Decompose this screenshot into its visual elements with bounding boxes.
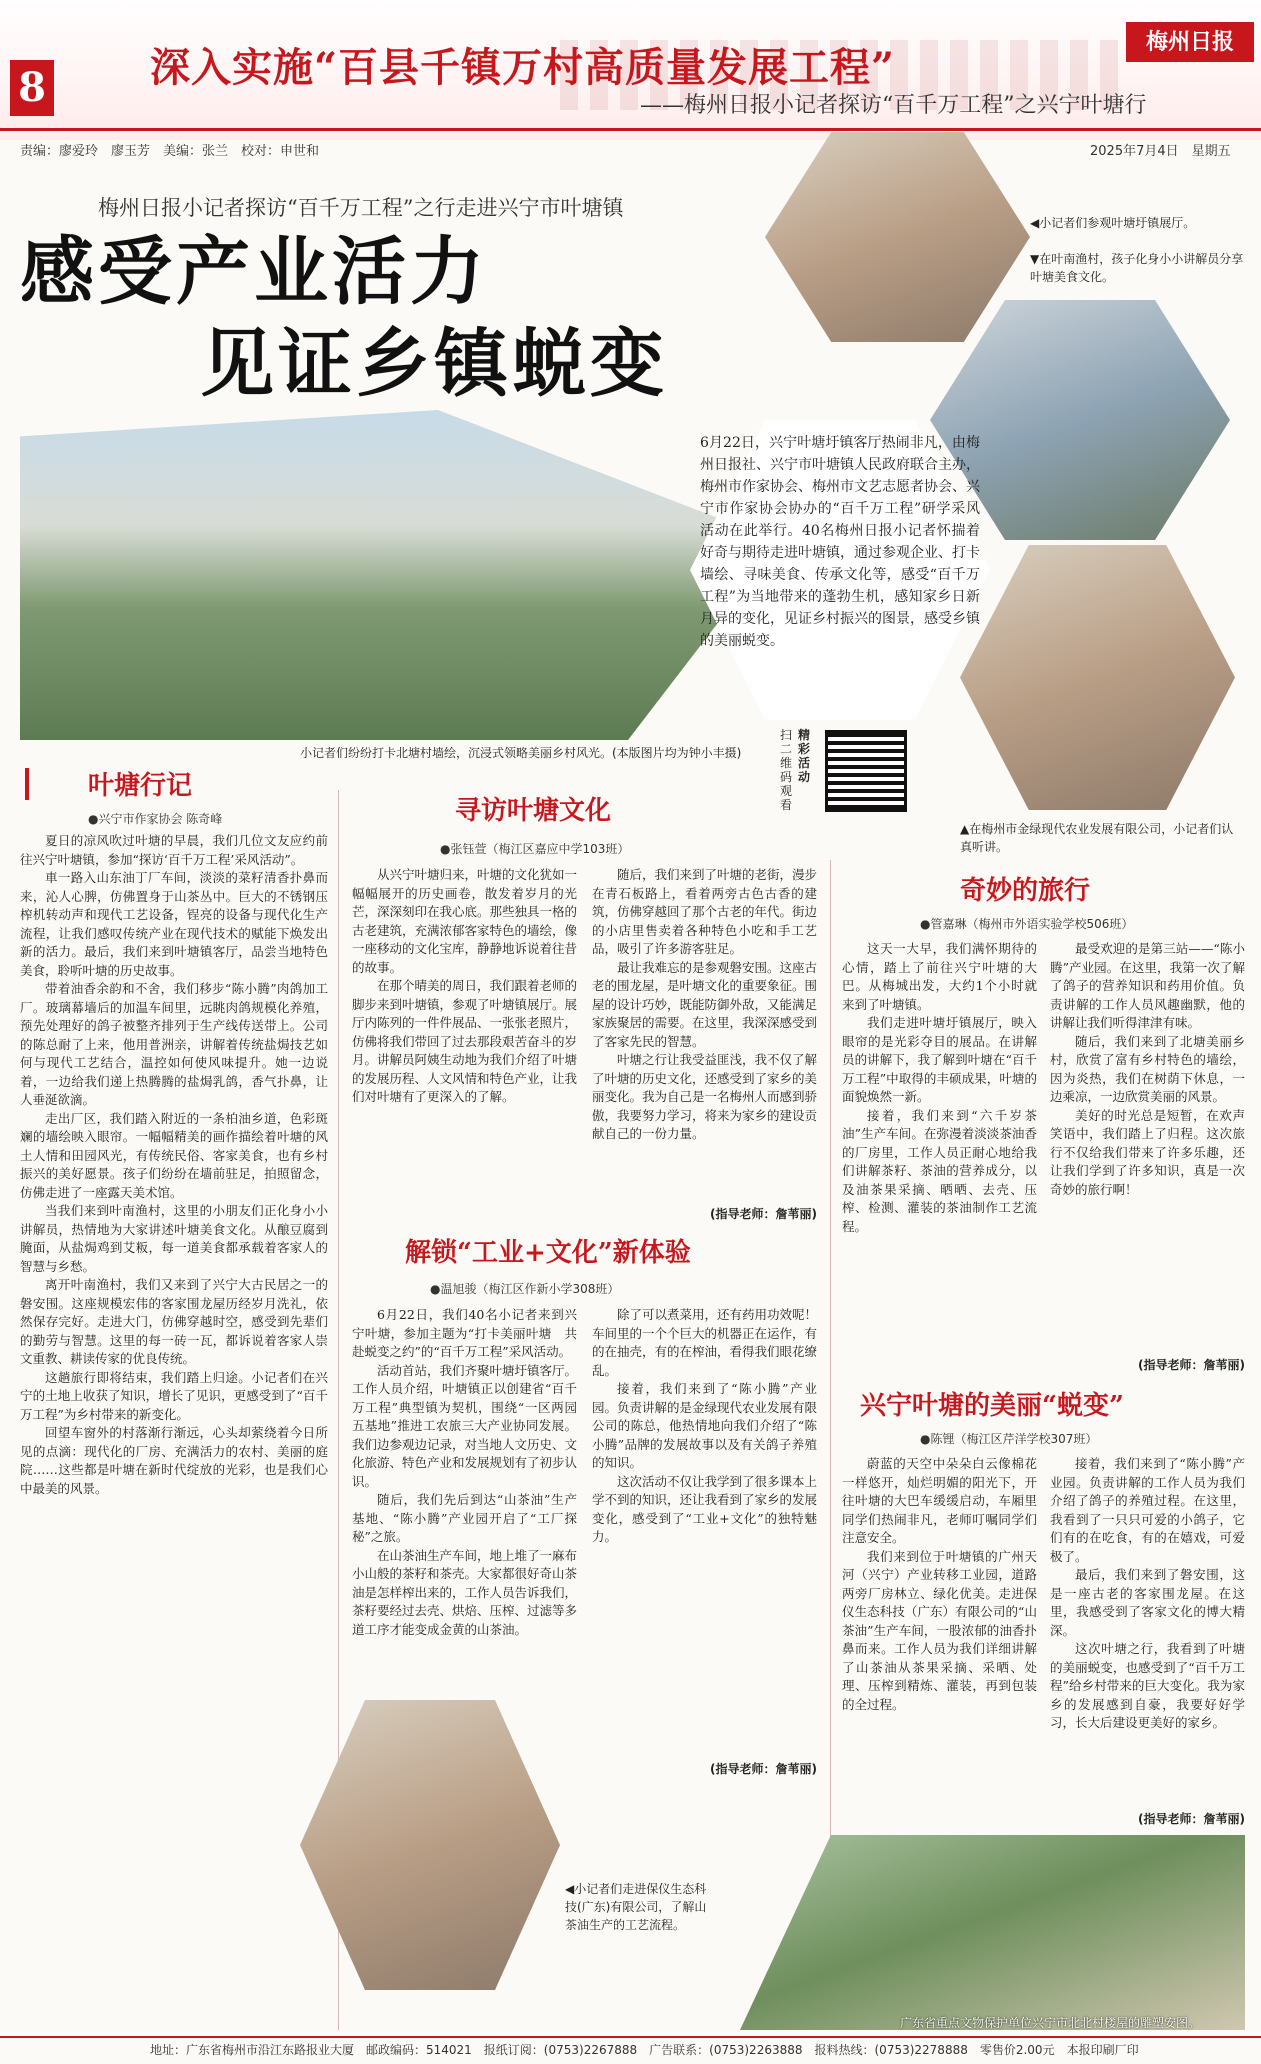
article-5-para: 我们来到位于叶塘镇的广州天河（兴宁）产业转移工业园，道路两旁厂房林立、绿化优美。走进保仪生态科技（广东）有限公司的“山茶油”生产车间，一股浓郁的油香扑鼻而来。工作人员为我们详细讲解了山茶油从茶果采摘、采晒、处理、压榨到精炼、灌装，再到包装的全过程。 [842, 1548, 1037, 1712]
article-2-body-col-1 [352, 866, 577, 1201]
banner-title: 深入实施“百县千镇万村高质量发展工程” [150, 44, 896, 91]
article-2-para: 随后，我们来到了叶塘的老街，漫步在青石板路上，看着两旁古色古香的建筑，仿佛穿越回了那个古老的年代。街边的小店里售卖着各种特色小吃和手工艺品，吸引了许多游客驻足。 [592, 867, 817, 956]
newspaper-logo: 梅州日报 [1126, 22, 1254, 62]
article-2-sign: (指导老师：詹苇丽) [710, 1207, 817, 1221]
banner-subtitle: ——梅州日报小记者探访“百千万工程”之兴宁叶塘行 [640, 93, 1147, 118]
article-1-para: 当我们来到叶南渔村，这里的小朋友们正化身小小讲解员，热情地为大家讲述叶塘美食文化。从酿豆腐到腌面，从盐焗鸡到艾粄，每一道美食都承载着客家人的智慧与乡愁。 [20, 1203, 328, 1274]
qr-label-2: 扫二维码观看 [780, 728, 793, 812]
headline-line-1: 感受产业活力 [20, 229, 488, 315]
article-2-author: ●张钰萱（梅江区嘉应中学103班） [440, 842, 630, 856]
article-1-title: 叶塘行记 [88, 771, 193, 801]
caption-food-culture: ▼在叶南渔村，孩子化身小小讲解员分享叶塘美食文化。 [1030, 252, 1244, 284]
article-1-para: 离开叶南渔村，我们又来到了兴宁大古民居之一的磐安围。这座规模宏伟的客家围龙屋历经岁月洗礼，依然保存完好。走进大门，仿佛穿越时空，感受到先辈们的勤劳与智慧。这里的每一砖一瓦，都诉说着客家人崇文重教、耕读传家的优良传统。 [20, 1277, 328, 1366]
article-4-author: ●管嘉琳（梅州市外语实验学校506班） [920, 917, 1134, 931]
issue-date: 2025年7月4日 星期五 [1090, 144, 1231, 159]
article-5-para: 蔚蓝的天空中朵朵白云像棉花一样悠开，灿烂明媚的阳光下，开往叶塘的大巴车缓缓启动，车厢里同学们热闹非凡，老师叮嘱同学们注意安全。 [842, 1456, 1037, 1545]
article-5-sign: (指导老师：詹苇丽) [1138, 1812, 1245, 1826]
lead-intro: 6月22日，兴宁叶塘圩镇客厅热闹非凡，由梅州日报社、兴宁市叶塘镇人民政府联合主办，梅州市作家协会、梅州市文艺志愿者协会、兴宁市作家协会协办的“百千万工程”研学采风活动在此举行。40名梅州日报小记者怀揣着好奇与期待走进叶塘镇，通过参观企业、打卡墙绘、寻味美食、传承文化等，感受“百千万工程”为当地带来的蓬勃生机，感知家乡日新月异的变化，见证乡村振兴的图景，感受乡镇的美丽蜕变。 [700, 435, 980, 649]
article-3-para: 随后，我们先后到达“山茶油”生产基地、“陈小腾”产业园开启了“工厂探秘”之旅。 [352, 1492, 577, 1544]
article-3-body-col-1 [352, 1306, 577, 1678]
article-4-para: 接着，我们来到“六千岁茶油”生产车间。在弥漫着淡淡茶油香的厂房里，工作人员正耐心地给我们讲解茶籽、茶油的营养成分，以及油茶果采摘、晒晒、去壳、压榨、检测、灌装的茶油制作工艺流程。 [842, 1107, 1037, 1234]
section-marker [25, 768, 29, 800]
qr-code-icon[interactable] [825, 730, 907, 812]
banner-rule [0, 128, 1261, 131]
article-5-para: 这次叶塘之行，我看到了叶塘的美丽蜕变，也感受到了“百千万工程”给乡村带来的巨大变化。我为家乡的发展感到自豪，我要好好学习，长大后建设更美好的家乡。 [1050, 1641, 1245, 1730]
photo-company-listening [960, 545, 1235, 810]
article-3-para: 接着，我们来到了“陈小腾”产业园。负责讲解的是金绿现代农业发展有限公司的陈总，他热情地向我们介绍了“陈小腾”品牌的发展故事以及有关鸽子养殖的知识。 [592, 1381, 817, 1470]
article-1-para: 这趟旅行即将结束，我们踏上归途。小记者们在兴宁的土地上收获了知识，增长了见识，更感受到了“百千万工程”为乡村带来的新变化。 [20, 1369, 328, 1422]
article-1-para: 回望车窗外的村落渐行渐远，心头却萦绕着今日所见的点滴：现代化的厂房、充满活力的农村、美丽的庭院……这些都是叶塘在新时代绽放的光彩，也是我们心中最美的风景。 [20, 1425, 328, 1496]
caption-panan-wei: 广东省重点文物保护单位兴宁市北北村楼屋的雕塑安图。 [900, 2016, 1201, 2030]
article-2-para: 从兴宁叶塘归来，叶塘的文化犹如一幅幅展开的历史画卷，散发着岁月的光芒，深深刻印在我心底。那些独具一格的古老建筑，充满浓郁客家特色的墙绘，像一座移动的文化宝库，静静地诉说着往昔的故事。 [352, 867, 577, 975]
article-5-author: ●陈锂（梅江区芹洋学校307班） [920, 1432, 1098, 1446]
qr-label-1: 精彩活动 [798, 728, 811, 784]
caption-exhibition-hall: ◀小记者们参观叶塘圩镇展厅。 [1030, 216, 1196, 230]
article-2-body-col-2 [592, 866, 817, 1201]
article-2-para: 叶塘之行让我受益匪浅，我不仅了解了叶塘的历史文化，还感受到了家乡的美丽变化。我为自己是一名梅州人而感到骄傲，我要努力学习，将来为家乡的建设贡献自己的一份力量。 [592, 1052, 817, 1141]
article-5-para: 最后，我们来到了磐安围，这是一座古老的客家围龙屋。在这里，我感受到了客家文化的博大精深。 [1050, 1567, 1245, 1638]
article-4-para: 这天一大早，我们满怀期待的心情，踏上了前往兴宁叶塘的大巴。从梅城出发，大约1个小时就来到了叶塘镇。 [842, 941, 1037, 1012]
article-2-para: 最让我难忘的是参观磐安围。这座古老的围龙屋，是叶塘文化的重要象征。围屋的设计巧妙，既能防御外敌，又能满足家族聚居的需要。在这里，我深深感受到了客家先民的智慧。 [592, 959, 817, 1049]
article-4-sign: (指导老师：詹苇丽) [1138, 1358, 1245, 1372]
article-4-para: 最受欢迎的是第三站——“陈小腾”产业园。在这里，我第一次了解了鸽子的营养知识和药用价值。负责讲解的工作人员风趣幽默，他的讲解让我们听得津津有味。 [1050, 941, 1245, 1030]
headline-line-2: 见证乡镇蜕变 [200, 321, 668, 407]
photo-exhibition-hall [765, 132, 1030, 342]
photo-camellia-oil-factory [300, 1700, 560, 1990]
main-photo-wall-mural [20, 410, 780, 740]
article-5-body-col-1 [842, 1455, 1037, 1827]
article-1-para: 带着油香余韵和不舍，我们移步“陈小腾”肉鸽加工厂。玻璃幕墙后的加温车间里，远眺肉鸽规模化养殖，预先处理好的鸽子被整齐排列于生产线传送带上。公司的陈总耐了上来，他用普洲亲，讲解着传统盐焗技艺如何与现代工艺结合，温控如何使风味提升。她一边说着，一边给我们递上热腾腾的盐焗乳鸽，香气扑鼻，让人垂涎欲滴。 [20, 981, 328, 1107]
article-1-body [20, 832, 328, 1977]
main-photo-caption: 小记者们纷纷打卡北塘村墙绘，沉浸式领略美丽乡村风光。(本版图片均为钟小丰摄) [300, 746, 742, 760]
article-3-para: 6月22日，我们40名小记者来到兴宁叶塘，参加主题为“打卡美丽叶塘 共赴蜕变之约”的“百千万工程”采风活动。 [352, 1307, 577, 1359]
photo-panan-wei [740, 1835, 1245, 2030]
article-2-title: 寻访叶塘文化 [455, 796, 612, 826]
article-4-para: 我们走进叶塘圩镇展厅，映入眼帘的是光彩夺目的展品。在讲解员的讲解下，我了解到叶塘在“百千万工程”中取得的丰硕成果，叶塘的面貌焕然一新。 [842, 1015, 1037, 1104]
page-number: 8 [10, 60, 54, 116]
article-5-body-col-2 [1050, 1455, 1245, 1807]
article-3-sign: (指导老师：詹苇丽) [710, 1762, 817, 1776]
lead-kicker: 梅州日报小记者探访“百千万工程”之行走进兴宁市叶塘镇 [98, 196, 624, 220]
article-3-title: 解锁“工业+文化”新体验 [405, 1238, 691, 1268]
article-5-para: 接着，我们来到了“陈小腾”产业园。负责讲解的工作人员为我们介绍了鸽子的养殖过程。在这里，我看到了一只只可爱的小鸽子，它们有的在吃食，有的在嬉戏，可爱极了。 [1050, 1456, 1245, 1564]
footer [0, 2036, 1261, 2064]
article-5-title: 兴宁叶塘的美丽“蜕变” [860, 1391, 1124, 1421]
caption-camellia-oil-factory: ◀小记者们走进保仪生态科技(广东)有限公司，了解山茶油生产的工艺流程。 [565, 1882, 707, 1932]
article-1-para: 走出厂区，我们踏入附近的一条柏油乡道，色彩斑斓的墙绘映入眼帘。一幅幅精美的画作描绘着叶塘的风土人情和田园风光，有传统民俗、客家美食，也有乡村振兴的美好愿景。孩子们纷纷在墙前驻足，拍照留念，仿佛走进了一座露天美术馆。 [20, 1110, 328, 1200]
article-3-author: ●温旭骏（梅江区作新小学308班） [430, 1282, 620, 1296]
article-2-para: 在那个晴美的周日，我们跟着老师的脚步来到叶塘镇，参观了叶塘镇展厅。展厅内陈列的一件件展品、一张张老照片，仿佛将我们带回了过去那段艰苦奋斗的岁月。讲解员阿姨生动地为我们介绍了叶塘的发展历程、人文风情和特色产业，让我们对叶塘有了更深入的了解。 [352, 978, 577, 1104]
article-3-body-col-2 [592, 1306, 817, 1758]
article-4-para: 随后，我们来到了北塘美丽乡村，欣赏了富有乡村特色的墙绘，因为炎热，我们在树荫下休息，一边乘凉，一边欣赏美丽的风景。 [1050, 1033, 1245, 1104]
editor-credits: 责编：廖爱玲 廖玉芳 美编：张兰 校对：申世和 [20, 144, 320, 159]
article-3-para: 除了可以煮菜用，还有药用功效呢！车间里的一个个巨大的机器正在运作，有的在抽壳，有的在榨油，看得我们眼花缭乱。 [592, 1307, 817, 1378]
article-1-para: 夏日的凉风吹过叶塘的早晨，我们几位文友应约前往兴宁叶塘镇，参加“探访‘百千万工程’采风活动”。 [20, 833, 328, 867]
article-3-para: 这次活动不仅让我学到了很多课本上学不到的知识，还让我看到了家乡的发展变化，感受到了“工业+文化”的独特魅力。 [592, 1473, 817, 1544]
article-3-para: 在山茶油生产车间，地上堆了一麻布小山般的茶籽和茶壳。大家都很好奇山茶油是怎样榨出来的，工作人员告诉我们，茶籽要经过去壳、烘焙、压榨、过滤等多道工序才能变成金黄的山茶油。 [352, 1547, 577, 1637]
caption-company-listening: ▲在梅州市金绿现代农业发展有限公司，小记者们认真听讲。 [960, 822, 1234, 854]
article-4-body-col-1 [842, 940, 1037, 1352]
article-4-title: 奇妙的旅行 [960, 876, 1091, 906]
article-4-body-col-2 [1050, 940, 1245, 1352]
article-1-author: ●兴宁市作家协会 陈奇峰 [88, 812, 223, 826]
article-4-para: 美好的时光总是短暂，在欢声笑语中，我们踏上了归程。这次旅行不仅给我们带来了许多乐趣，还让我们学到了许多知识，真是一次奇妙的旅行啊！ [1050, 1107, 1245, 1197]
article-3-para: 活动首站，我们齐聚叶塘圩镇客厅。工作人员介绍，叶塘镇正以创建省“百千万工程”典型镇为契机，围绕“一区两园五基地”推进工农旅三大产业协同发展。我们边参观边记录，对当地人文历史、文化旅游、特色产业和发展规划有了初步认识。 [352, 1362, 577, 1489]
footer-text: 地址：广东省梅州市沿江东路报业大厦 邮政编码：514021 报纸订阅：(0753)2267888 广告联系：(0753)2263888 报料热线：(0753)2278888 零售价2.00元 本报印刷厂印 [150, 2043, 1139, 2057]
article-1-para: 車一路入山东油丁厂车间，淡淡的菜籽清香扑鼻而来，沁人心脾，仿佛置身于山茶丛中。巨大的不锈钢压榨机转动声和现代工艺设备，锃亮的设备与现代化生产流程，让我们感叹传统产业在现代技术的赋能下焕发出新的活力。最后，我们来到叶塘镇客厅，品尝当地特色美食，聆听叶塘的历史故事。 [20, 870, 328, 978]
